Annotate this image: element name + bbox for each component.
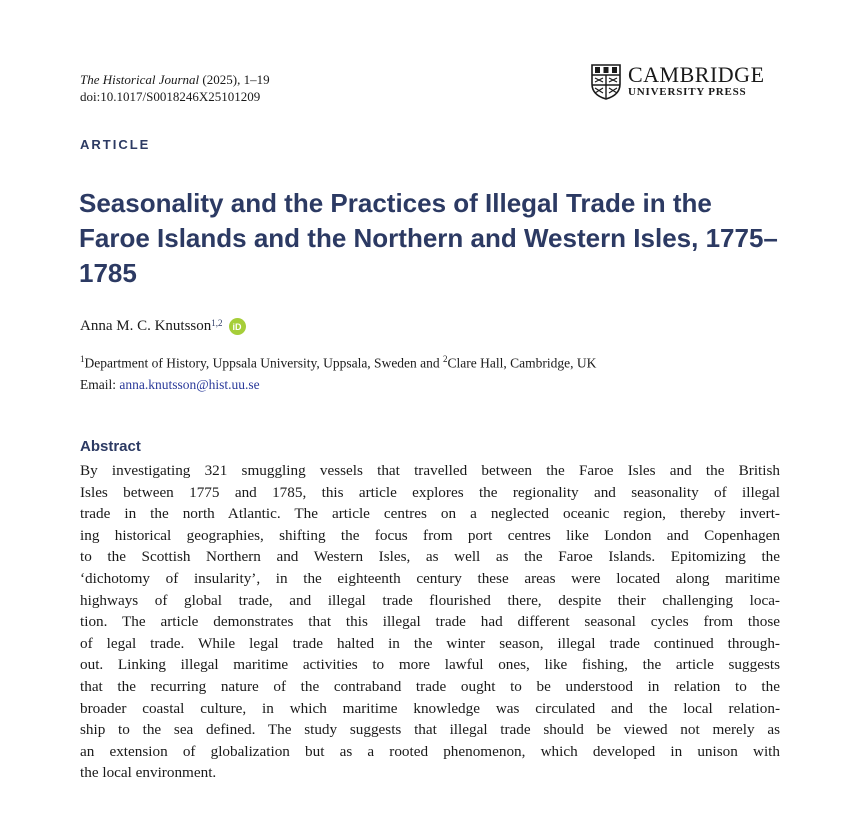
abstract-line: the local environment.: [80, 764, 217, 782]
page-title: Seasonality and the Practices of Illegal Trade in the Faroe Islands and the Northern and Western Isles, 1775–1785: [79, 188, 778, 288]
author-name: Anna M. C. Knutsson: [80, 318, 212, 334]
affiliation-mark-1: 1: [80, 354, 85, 364]
publisher-name: CAMBRIDGE: [628, 62, 765, 87]
abstract-line: broader coastal culture, in which maritime knowledge was circulated and the local relation-: [80, 699, 780, 717]
abstract-heading: Abstract: [80, 438, 141, 455]
abstract-line: tion. The article demonstrates that this illegal trade had different seasonal cycles from those: [80, 613, 780, 631]
orcid-icon[interactable]: iD: [229, 318, 246, 335]
abstract-line: ing historical geographies, shifting the focus from port centres like London and Copenhagen: [80, 526, 780, 544]
email-link[interactable]: anna.knutsson@hist.uu.se: [119, 377, 260, 392]
journal-doi: doi:10.1017/S0018246X25101209: [80, 89, 261, 104]
abstract-line: an extension of globalization but as a rooted phenomenon, which developed in unison with: [80, 742, 780, 760]
affiliation-text-1: Department of History, Uppsala University, Uppsala, Sweden and: [84, 355, 444, 371]
author-affiliation: [80, 354, 596, 372]
abstract-line: By investigating 321 smuggling vessels that travelled between the Faroe Isles and the British: [80, 462, 780, 479]
abstract-line: that the recurring nature of the contraband trade ought to be understood in relation to the: [80, 677, 780, 695]
abstract-line: out. Linking illegal maritime activities to more lawful ones, like fishing, the article suggests: [80, 656, 780, 674]
affiliation-mark-2: 2: [443, 354, 448, 364]
journal-name: The Historical Journal: [80, 72, 200, 87]
journal-year-pages: (2025), 1–19: [199, 72, 270, 87]
article-type-label: ARTICLE: [80, 137, 151, 152]
publisher-subtitle: UNIVERSITY PRESS: [628, 86, 747, 98]
abstract-body: [80, 460, 780, 784]
abstract-line: highways of global trade, and illegal trade flourished there, despite their challenging loca-: [80, 591, 780, 609]
author-email: [80, 377, 260, 393]
author-affiliation-marks[interactable]: 1,2: [211, 317, 223, 328]
abstract-line: Isles between 1775 and 1785, this article explores the regionality and seasonality of illegal: [80, 483, 780, 501]
abstract-line: trade in the north Atlantic. The article centres on a neglected oceanic region, thereby invert-: [80, 505, 780, 523]
publisher-logo: [591, 64, 765, 100]
abstract-line: ‘dichotomy of insularity’, in the eighteenth century these areas were located along maritime: [80, 569, 780, 587]
abstract-line: ship to the sea defined. The study suggests that illegal trade should be viewed not merely as: [80, 721, 780, 739]
affiliation-text-2: Clare Hall, Cambridge, UK: [447, 355, 597, 371]
author-line: [80, 318, 246, 335]
abstract-line: of legal trade. While legal trade halted in the winter season, illegal trade continued through-: [80, 634, 780, 652]
cambridge-shield-icon: [591, 64, 621, 100]
email-label: Email:: [80, 377, 120, 392]
journal-citation: [80, 71, 270, 105]
abstract-line: to the Scottish Northern and Western Isles, as well as the Faroe Islands. Epitomizing the: [80, 548, 780, 566]
